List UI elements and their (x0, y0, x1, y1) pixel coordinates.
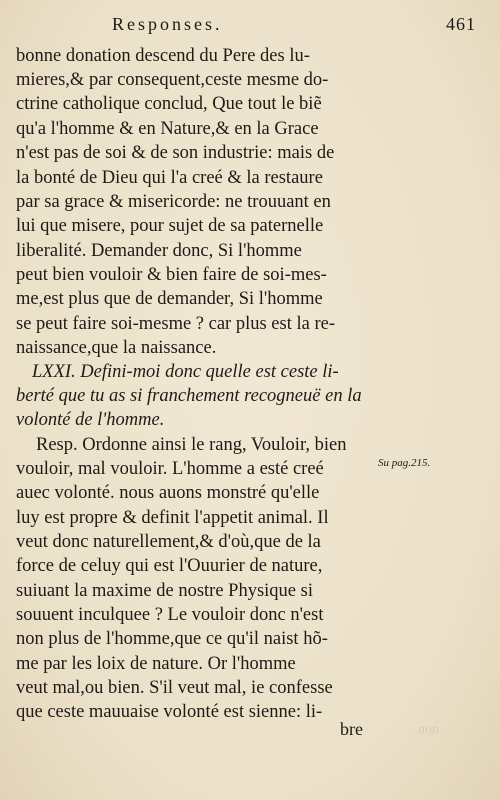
text-line: la bonté de Dieu qui l'a creé & la restaure (16, 168, 323, 188)
text-line: luy est propre & definit l'appetit animal. Il (16, 508, 329, 528)
text-line: mieres,& par consequent,ceste mesme do- (16, 70, 329, 90)
text-line: auec volonté. nous auons monstré qu'elle (16, 483, 320, 503)
text-line: n'est pas de soi & de son industrie: mais de (16, 143, 335, 163)
text-line: que ceste mauuaise volonté est sienne: li- (16, 702, 323, 722)
text-line: me,est plus que de demander, Si l'homme (16, 289, 323, 309)
text-line: non plus de l'homme,que ce qu'il naist hõ- (16, 629, 328, 649)
catchword: bre (340, 719, 363, 739)
text-line: se peut faire soi-mesme ? car plus est la re- (16, 314, 335, 334)
text-line: qu'a l'homme & en Nature,& en la Grace (16, 119, 319, 139)
text-line: peut bien vouloir & bien faire de soi-mes- (16, 265, 327, 285)
bleed-through-text: non (418, 722, 439, 737)
question-line: LXXI. Defini-moi donc quelle est ceste li- (32, 362, 339, 382)
text-line: par sa grace & misericorde: ne trouuant en (16, 192, 331, 212)
page-number: 461 (446, 14, 476, 34)
text-line: force de celuy qui est l'Ouurier de nature, (16, 556, 323, 576)
text-line: me par les loix de nature. Or l'homme (16, 654, 296, 674)
text-line: vouloir, mal vouloir. L'homme a esté creé (16, 459, 324, 479)
text-line: liberalité. Demander donc, Si l'homme (16, 241, 302, 261)
text-line: veut donc naturellement,& d'où,que de la (16, 532, 321, 552)
running-head: Responses. (112, 14, 223, 34)
page-header (112, 14, 476, 38)
text-line: veut mal,ou bien. S'il veut mal, ie confesse (16, 678, 333, 698)
question-line: berté que tu as si franchement recogneuë en la (16, 386, 362, 406)
text-line: naissance,que la naissance. (16, 338, 217, 358)
text-line: lui que misere, pour sujet de sa paternelle (16, 216, 324, 236)
text-line: suiuant la maxime de nostre Physique si (16, 581, 313, 601)
answer-line: Resp. Ordonne ainsi le rang, Vouloir, bien (36, 435, 347, 455)
text-line: bonne donation descend du Pere des lu- (16, 46, 310, 66)
text-line: ctrine catholique conclud, Que tout le biẽ (16, 94, 322, 114)
margin-note: Su pag.215. (378, 457, 431, 469)
text-line: souuent inculquee ? Le vouloir donc n'est (16, 605, 324, 625)
question-line: volonté de l'homme. (16, 410, 165, 430)
